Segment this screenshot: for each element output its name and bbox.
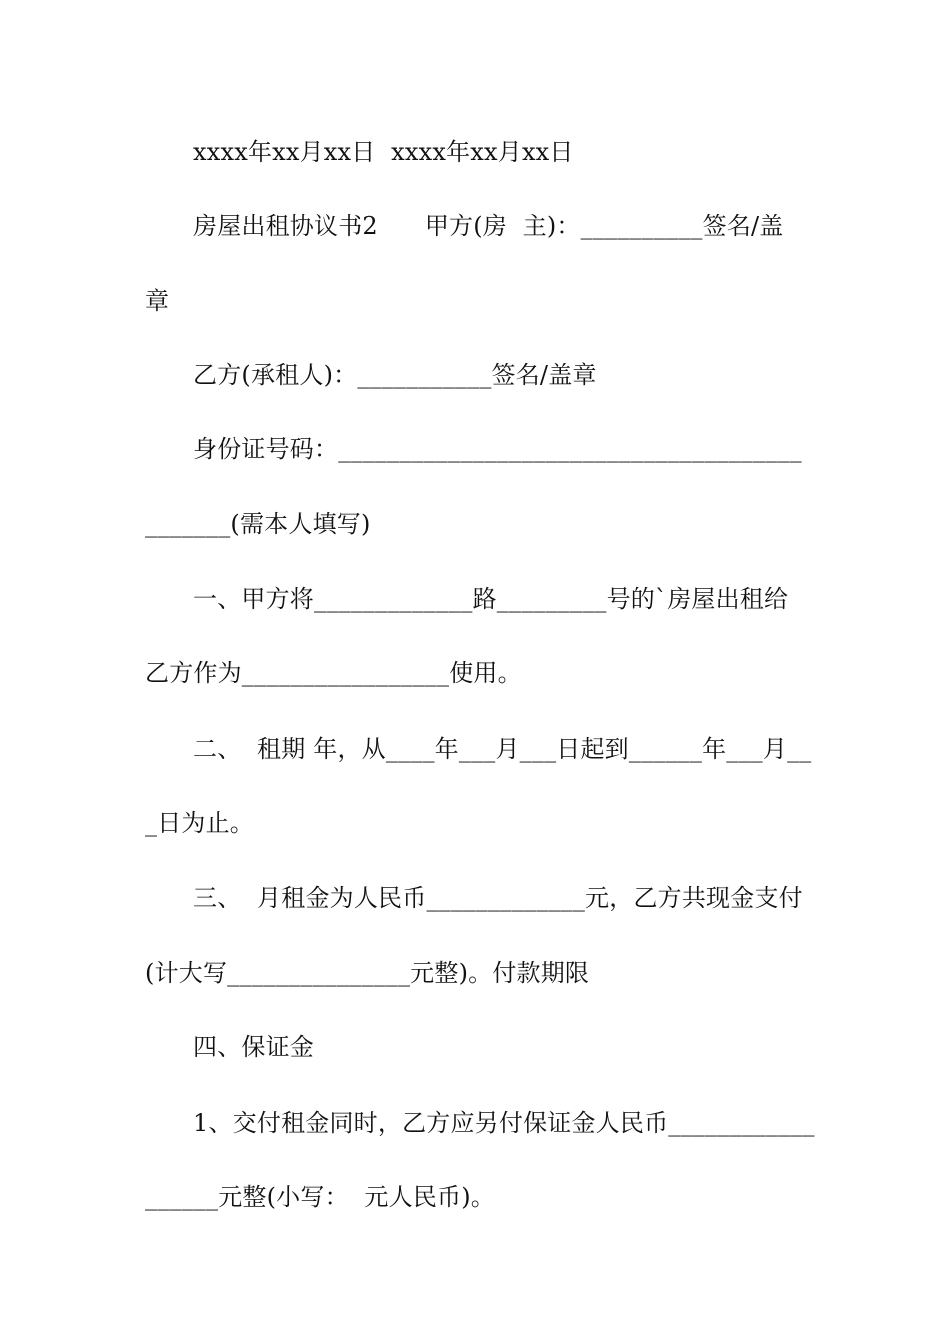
title-and-party-a-line: 房屋出租协议书2 甲方(房 主)：__________签名/盖 — [193, 212, 784, 240]
party-a-continuation-line: 章 — [145, 287, 170, 315]
party-b-line: 乙方(承租人)：___________签名/盖章 — [193, 361, 597, 389]
date-line: xxxx年xx月xx日 xxxx年xx月xx日 — [193, 138, 574, 166]
clause-2-line: 二、 租期 年，从____年___月___日起到______年___月__ — [193, 735, 812, 763]
id-number-line: 身份证号码：______________________________________ — [193, 435, 802, 463]
deposit-item-1-line: 1、交付租金同时，乙方应另付保证金人民币____________ — [193, 1109, 815, 1137]
clause-3-continuation-line: (计大写_______________元整)。付款期限 — [145, 959, 590, 987]
clause-3-line: 三、 月租金为人民币_____________元，乙方共现金支付 — [193, 884, 803, 912]
clause-4-heading: 四、保证金 — [193, 1033, 314, 1061]
clause-1-line: 一、甲方将_____________路_________号的`房屋出租给 — [193, 585, 789, 613]
clause-2-continuation-line: _日为止。 — [145, 809, 254, 837]
deposit-item-1-continuation-line: ______元整(小写： 元人民币)。 — [145, 1183, 495, 1211]
clause-1-continuation-line: 乙方作为_________________使用。 — [145, 659, 522, 687]
id-number-continuation-line: _______(需本人填写) — [145, 510, 371, 538]
